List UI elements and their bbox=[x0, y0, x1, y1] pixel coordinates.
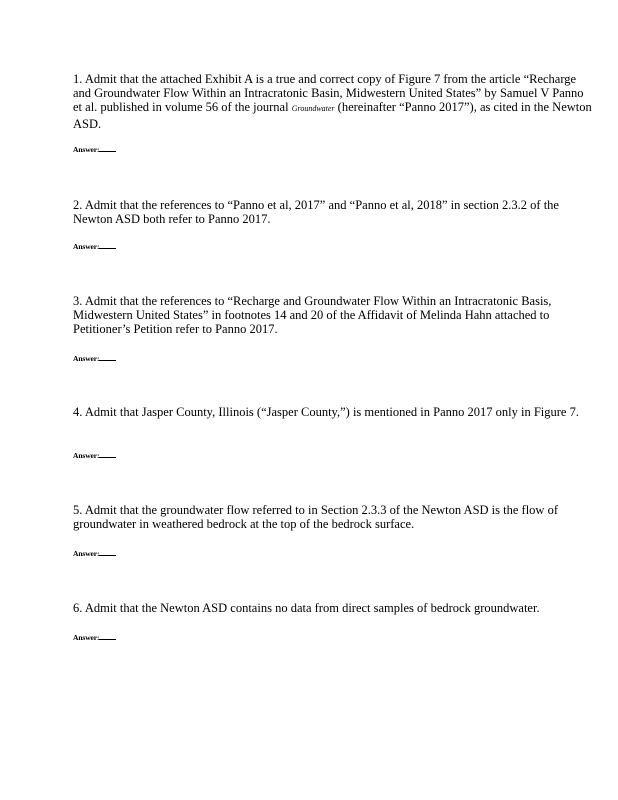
request-item-3 bbox=[73, 294, 593, 363]
answer-blank[interactable] bbox=[99, 449, 116, 458]
answer-label: Answer: bbox=[73, 240, 116, 251]
answer-row bbox=[73, 547, 133, 557]
item-number: 1. bbox=[73, 72, 83, 86]
answer-row bbox=[73, 631, 133, 641]
answer-label: Answer: bbox=[73, 631, 116, 642]
item-number: 5. bbox=[73, 503, 83, 517]
answer-blank[interactable] bbox=[99, 547, 116, 556]
answer-label: Answer: bbox=[73, 352, 116, 363]
request-text bbox=[73, 405, 593, 419]
request-text bbox=[73, 503, 593, 531]
request-text bbox=[73, 72, 593, 131]
answer-blank[interactable] bbox=[99, 352, 116, 361]
answer-row bbox=[73, 240, 133, 250]
item-text-part: Admit that the references to “Recharge and Groundwater Flow Within an Intracratonic Basis, Midwestern United States” in footnotes 14 and 20 of the Affidavit of Melinda Hahn attached to Petitioner’s Petition refer to Panno 2017. bbox=[73, 294, 552, 337]
item-text-part: Admit that Jasper County, Illinois (“Jasper County,”) is mentioned in Panno 2017 only in Figure 7. bbox=[84, 405, 579, 419]
request-item-1 bbox=[73, 72, 593, 154]
item-number: 3. bbox=[73, 294, 83, 308]
answer-blank[interactable] bbox=[99, 143, 116, 152]
answer-row bbox=[73, 352, 133, 362]
answer-blank[interactable] bbox=[99, 631, 116, 640]
answer-label: Answer: bbox=[73, 547, 116, 558]
item-text-part: Admit that the Newton ASD contains no data from direct samples of bedrock groundwater. bbox=[84, 601, 540, 615]
answer-blank[interactable] bbox=[99, 240, 116, 249]
item-number: 4. bbox=[73, 405, 83, 419]
item-number: 6. bbox=[73, 601, 83, 615]
item-text-part: Admit that the references to “Panno et al, 2017” and “Panno et al, 2018” in section 2.3.2 of the Newton ASD both refer to Panno 2017. bbox=[73, 198, 559, 227]
journal-name: Groundwater bbox=[291, 104, 335, 114]
answer-label: Answer: bbox=[73, 449, 116, 460]
answer-row bbox=[73, 449, 133, 459]
item-text-part: Admit that the groundwater flow referred to in Section 2.3.3 of the Newton ASD is the flow of groundwater in weathered bedrock at the top of the bedrock surface. bbox=[73, 503, 558, 532]
request-text bbox=[73, 198, 593, 226]
answer-label: Answer: bbox=[73, 143, 116, 154]
request-item-6 bbox=[73, 601, 593, 642]
request-item-5 bbox=[73, 503, 593, 558]
request-text bbox=[73, 294, 593, 337]
request-item-4 bbox=[73, 405, 593, 460]
item-text-part: Admit that the attached Exhibit A is a true and correct copy of Figure 7 from the article “Recharge and Groundwater Flow Within an Intracratonic Basin, Midwestern United States” by Samuel V Panno et al. published in volume 56 of the journal bbox=[73, 72, 584, 115]
answer-row bbox=[73, 143, 133, 153]
item-text-part: (hereinafter “Panno 2017”), as cited in the Newton ASD. bbox=[73, 100, 592, 131]
item-number: 2. bbox=[73, 198, 83, 212]
request-item-2 bbox=[73, 198, 593, 251]
request-text bbox=[73, 601, 593, 615]
